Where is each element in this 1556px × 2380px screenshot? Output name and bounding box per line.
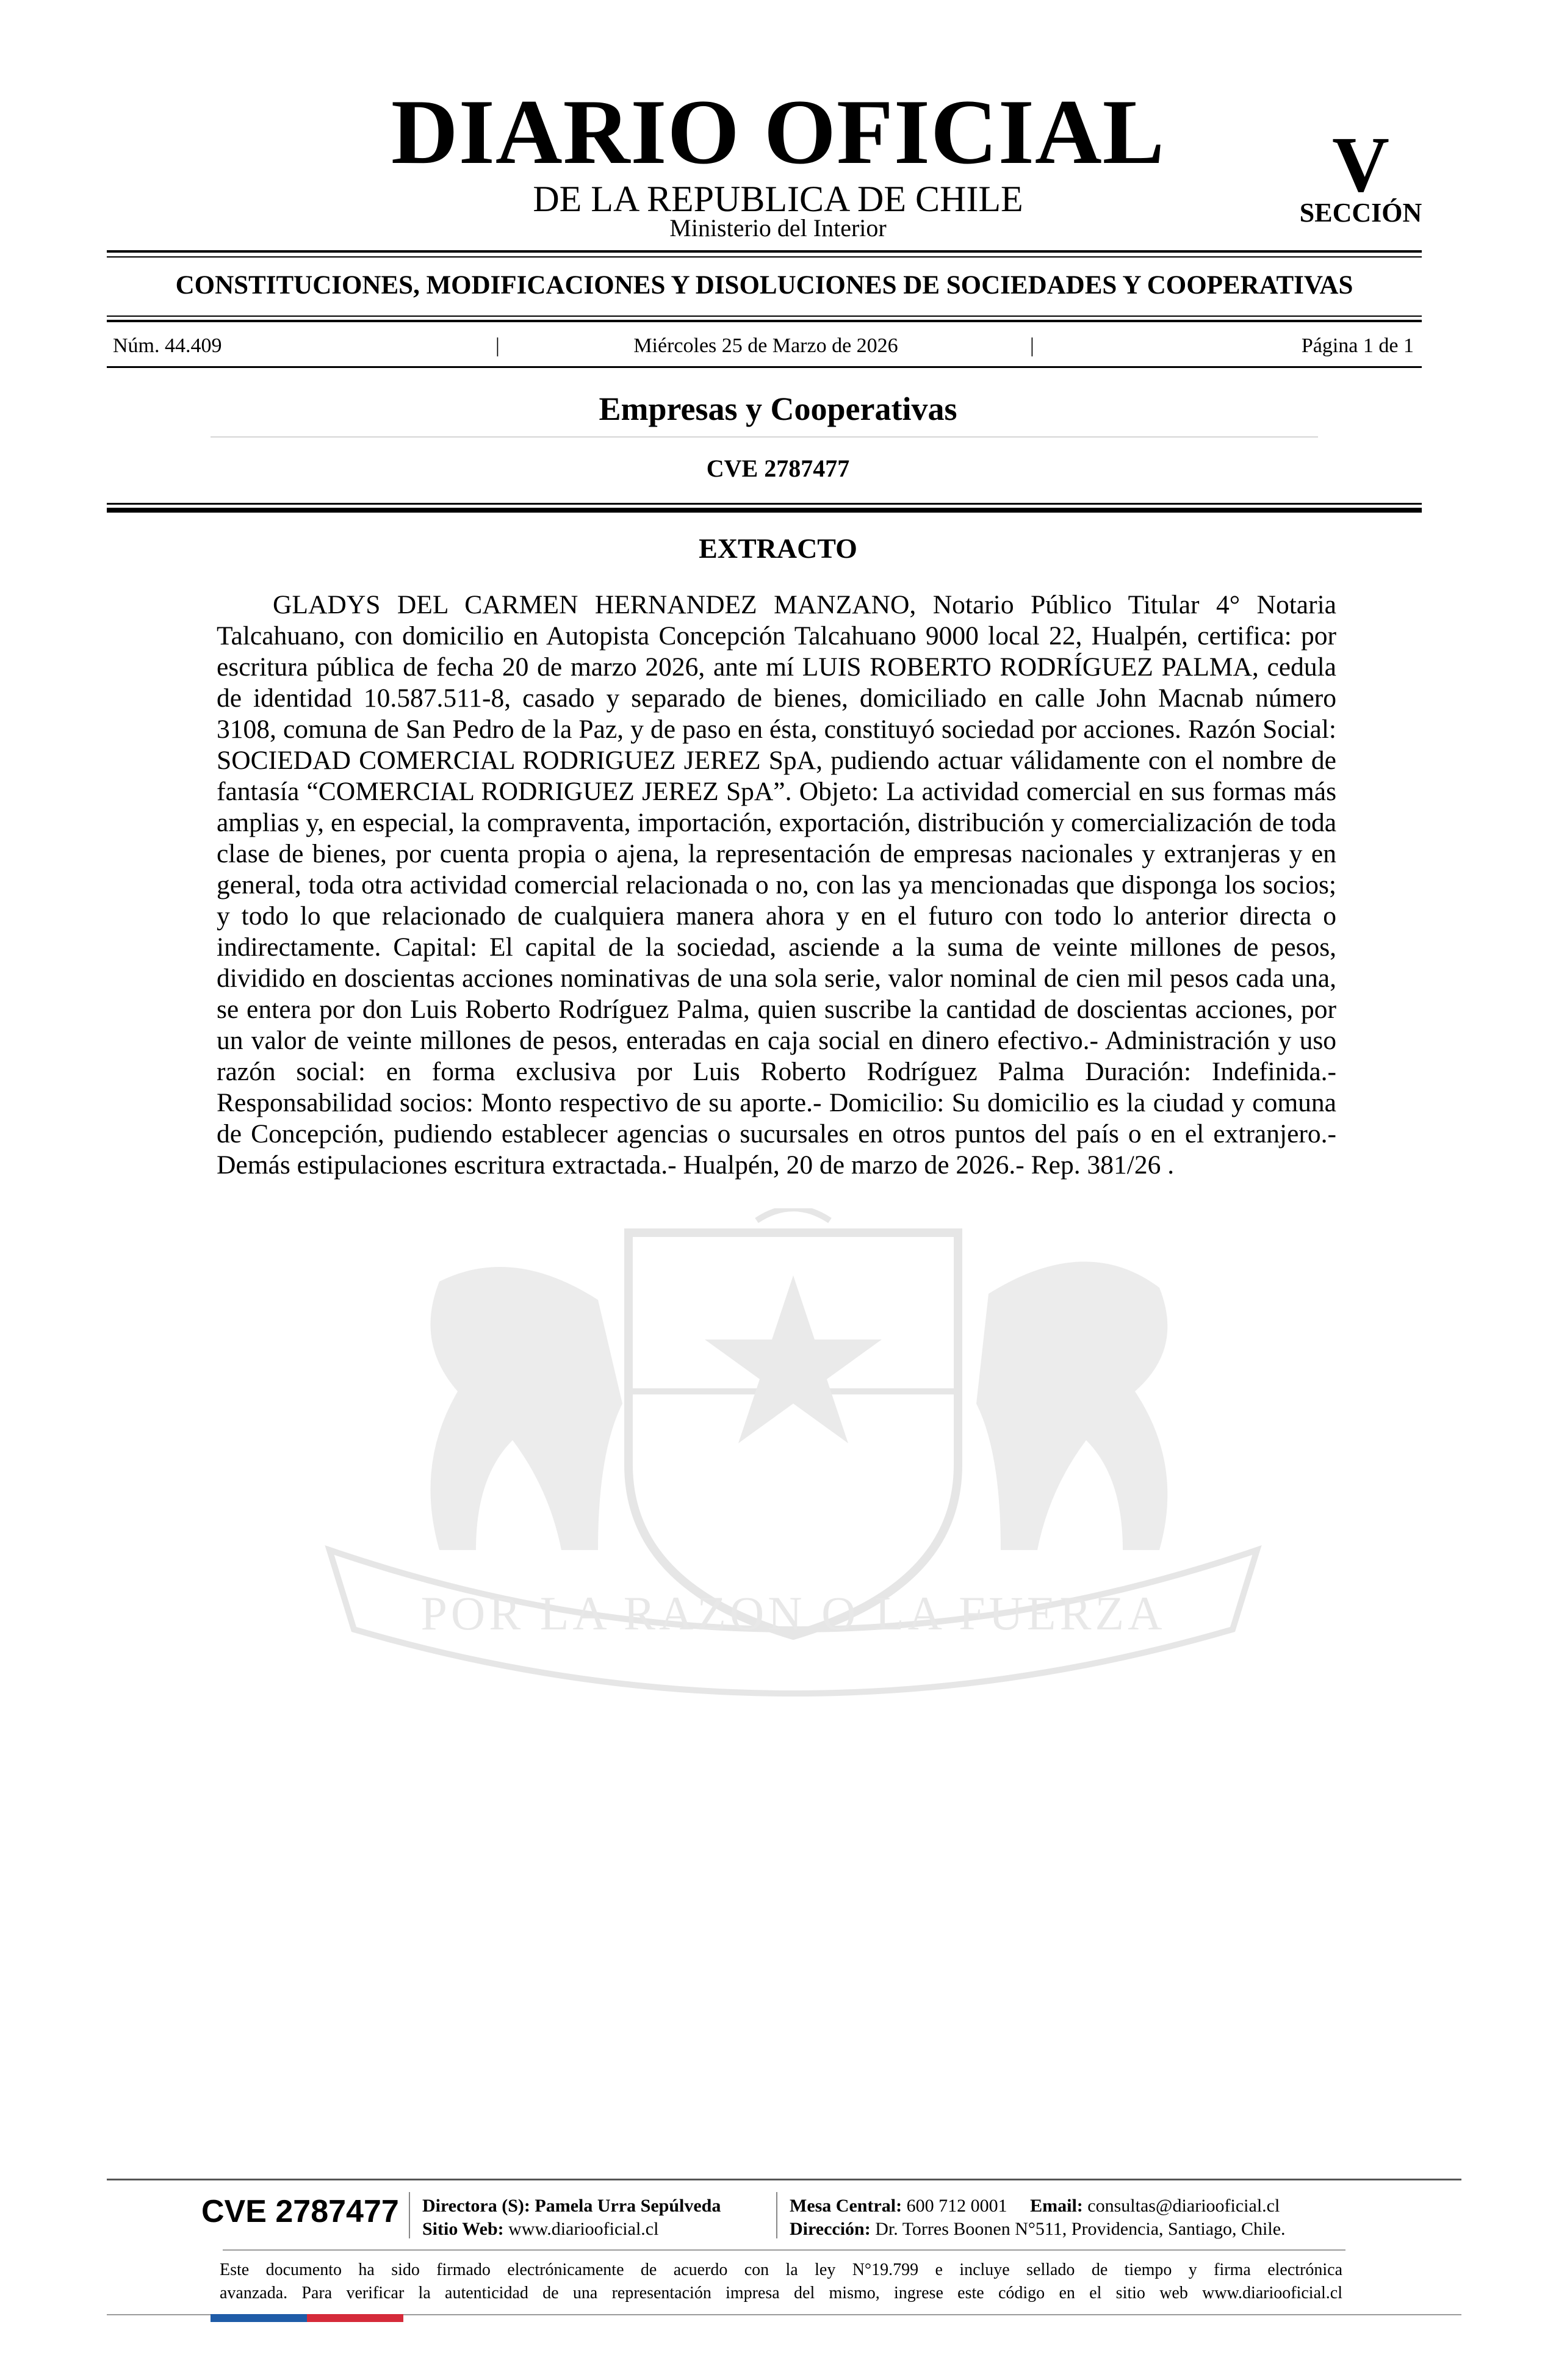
newspaper-title: DIARIO OFICIAL: [391, 81, 1165, 183]
newspaper-subtitle: DE LA REPUBLICA DE CHILE: [533, 179, 1023, 219]
cve-code: CVE 2787477: [706, 455, 850, 482]
footer-director: [422, 2197, 721, 2215]
watermark-motto: POR LA RAZON O LA FUERZA: [420, 1587, 1166, 1640]
footer-address: [790, 2220, 1286, 2238]
ministry-label: Ministerio del Interior: [669, 214, 887, 242]
extract-body: GLADYS DEL CARMEN HERNANDEZ MANZANO, Notario Público Titular 4° Notaria Talcahuano, con domicilio en Autopista Concepción Talcahuano 9000 local 22, Hualpén, certifica: por escritura pública de fecha 20 de marzo 2026, ante mí LUIS ROBERTO RODRÍGUEZ PALMA, cedula de identidad 10.587.511-8, casado y separado de bienes, domiciliado en calle John Macnab número 3108, comuna de San Pedro de la Paz, y de paso en ésta, constituyó sociedad por acciones. Razón Social: SOCIEDAD COMERCIAL RODRIGUEZ JEREZ SpA, pudiendo actuar válidamente con el nombre de fantasía “COMERCIAL RODRIGUEZ JEREZ SpA”. Objeto: La actividad comercial en sus formas más amplias y, en especial, la compraventa, importación, exportación, distribución y comercialización de toda clase de bienes, por cuenta propia o ajena, la representación de empresas nacionales y extranjeras y en general, toda otra actividad comercial relacionada o no, con las ya mencionadas que disponga los socios; y todo lo que relacionado de cualquiera manera ahora y en el futuro con todo lo anterior directa o indirectamente. Capital: El capital de la sociedad, asciende a la suma de veinte millones de pesos, dividido en doscientas acciones nominativas de una sola serie, valor nominal de cien mil pesos cada una, se entera por don Luis Roberto Rodríguez Palma, quien suscribe la cantidad de doscientas acciones, por un valor de veinte millones de pesos, enteradas en caja social en dinero efectivo.- Administración y uso razón social: en forma exclusiva por Luis Roberto Rodríguez Palma Duración: Indefinida.- Responsabilidad socios: Monto respectivo de su aporte.- Domicilio: Su domicilio es la ciudad y comuna de Concepción, pudiendo establecer agencias o sucursales en otros puntos del país o en el extranjero.- Demás estipulaciones escritura extractada.- Hualpén, 20 de marzo de 2026.- Rep. 381/26 .: [217, 590, 1336, 1180]
flag-stripe-red: [307, 2314, 403, 2322]
section-band-title: CONSTITUCIONES, MODIFICACIONES Y DISOLUCIONES DE SOCIEDADES Y COOPERATIVAS: [175, 271, 1353, 300]
coat-of-arms-icon: [256, 1208, 1330, 1745]
info-separator: |: [1030, 334, 1034, 357]
category-title: Empresas y Cooperativas: [599, 391, 957, 427]
phone-number: 600 712 0001: [906, 2196, 1007, 2216]
divider: [107, 256, 1422, 258]
footer-verification-note: avanzada. Para verificar la autenticidad de una representación impresa del mismo, ingrese este código en el sitio web www.diariooficial.cl: [220, 2284, 1342, 2302]
email-link[interactable]: consultas@diariooficial.cl: [1087, 2196, 1280, 2216]
footer-website: [422, 2220, 658, 2238]
footer-contact: [790, 2197, 1280, 2215]
footer-separator: [409, 2192, 410, 2238]
footer-divider: [223, 2249, 1345, 2251]
divider: [107, 508, 1422, 513]
divider: [107, 250, 1422, 253]
flag-stripe-blue: [211, 2314, 307, 2322]
section-label: SECCIÓN: [1299, 198, 1422, 228]
director-name: Pamela Urra Sepúlveda: [535, 2196, 721, 2216]
director-label: Directora (S):: [422, 2196, 530, 2216]
address-label: Dirección:: [790, 2219, 871, 2239]
info-separator: |: [495, 334, 500, 357]
footer-divider: [107, 2179, 1461, 2180]
divider: [211, 436, 1318, 438]
divider: [107, 320, 1422, 322]
footer-separator: [776, 2192, 777, 2238]
website-label: Sitio Web:: [422, 2219, 504, 2239]
extract-heading: EXTRACTO: [699, 533, 857, 564]
footer-cve-code: CVE 2787477: [201, 2194, 399, 2229]
email-label: Email:: [1030, 2196, 1083, 2216]
issue-number: Núm. 44.409: [113, 334, 222, 357]
footer-signature-note: Este documento ha sido firmado electrónicamente de acuerdo con la ley N°19.799 e incluye sellado de tiempo y firma electrónica: [220, 2260, 1342, 2279]
website-link[interactable]: www.diariooficial.cl: [508, 2219, 659, 2239]
phone-label: Mesa Central:: [790, 2196, 902, 2216]
divider: [107, 366, 1422, 368]
section-letter: V: [1332, 121, 1389, 209]
page-indicator: Página 1 de 1: [1301, 334, 1414, 357]
address-text: Dr. Torres Boonen N°511, Providencia, Santiago, Chile.: [875, 2219, 1286, 2239]
divider: [107, 316, 1422, 317]
issue-date: Miércoles 25 de Marzo de 2026: [633, 334, 898, 357]
divider: [107, 503, 1422, 505]
